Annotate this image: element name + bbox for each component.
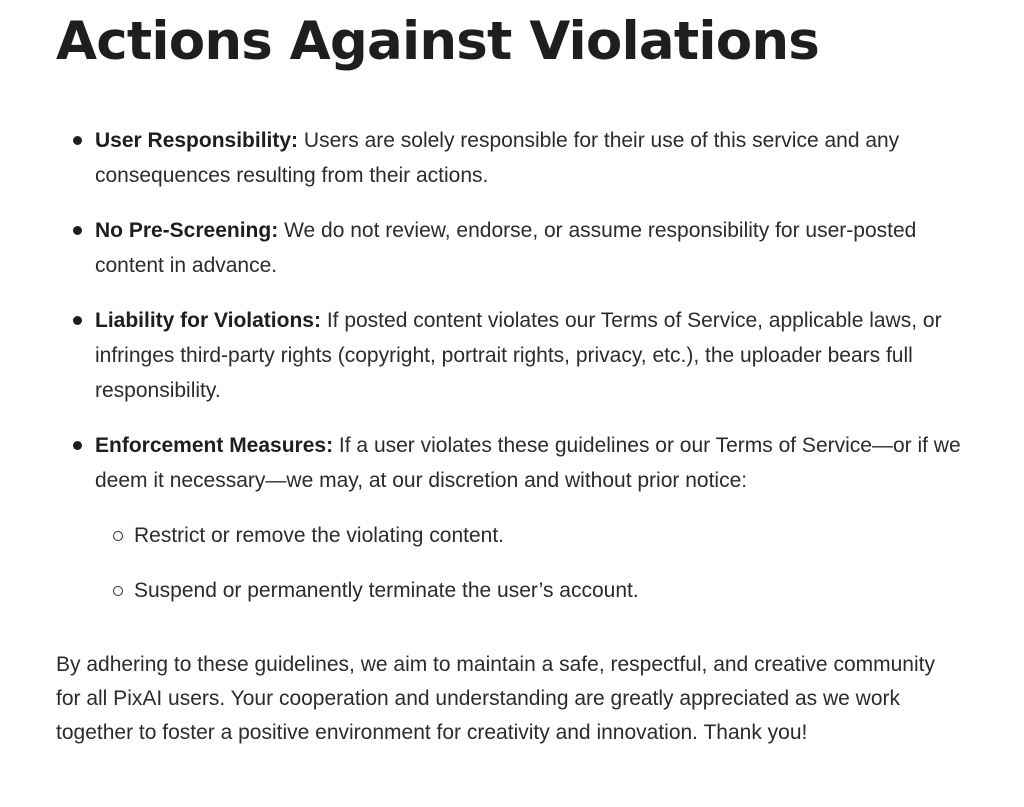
list-item-enforcement-measures xyxy=(56,428,976,608)
closing-paragraph: By adhering to these guidelines, we aim to maintain a safe, respectful, and creative community for all PixAI users. Your cooperation and understanding are greatly appreciated as we work together to foster a positive environment for creativity and innovation. Thank you! xyxy=(56,653,935,744)
violations-list xyxy=(56,123,976,608)
page-title: Actions Against Violations xyxy=(56,11,820,72)
list-item-liability-for-violations xyxy=(56,303,976,408)
item-text: If posted content violates our Terms of Service, applicable laws, or infringes third-party rights (copyright, portrait rights, privacy, etc.), the uploader bears full responsibility. xyxy=(95,309,942,402)
item-text: If a user violates these guidelines or our Terms of Service—or if we deem it necessary—we may, at our discretion and without prior notice: xyxy=(95,434,961,492)
item-text: Users are solely responsible for their use of this service and any consequences resulting from their actions. xyxy=(95,129,900,187)
item-heading: User Responsibility: xyxy=(95,129,299,152)
item-heading: Liability for Violations: xyxy=(95,309,321,332)
item-text: We do not review, endorse, or assume responsibility for user-posted content in advance. xyxy=(95,219,917,277)
item-heading: Enforcement Measures: xyxy=(95,434,334,457)
list-item-no-pre-screening xyxy=(56,213,976,283)
list-item-user-responsibility xyxy=(56,123,976,193)
sub-list-item-restrict-content: Restrict or remove the violating content. xyxy=(95,518,976,553)
sub-list-item-terminate-account: Suspend or permanently terminate the user’s account. xyxy=(95,573,976,608)
item-heading: No Pre-Screening: xyxy=(95,219,279,242)
enforcement-sub-list xyxy=(95,518,976,608)
document-content xyxy=(56,0,976,750)
